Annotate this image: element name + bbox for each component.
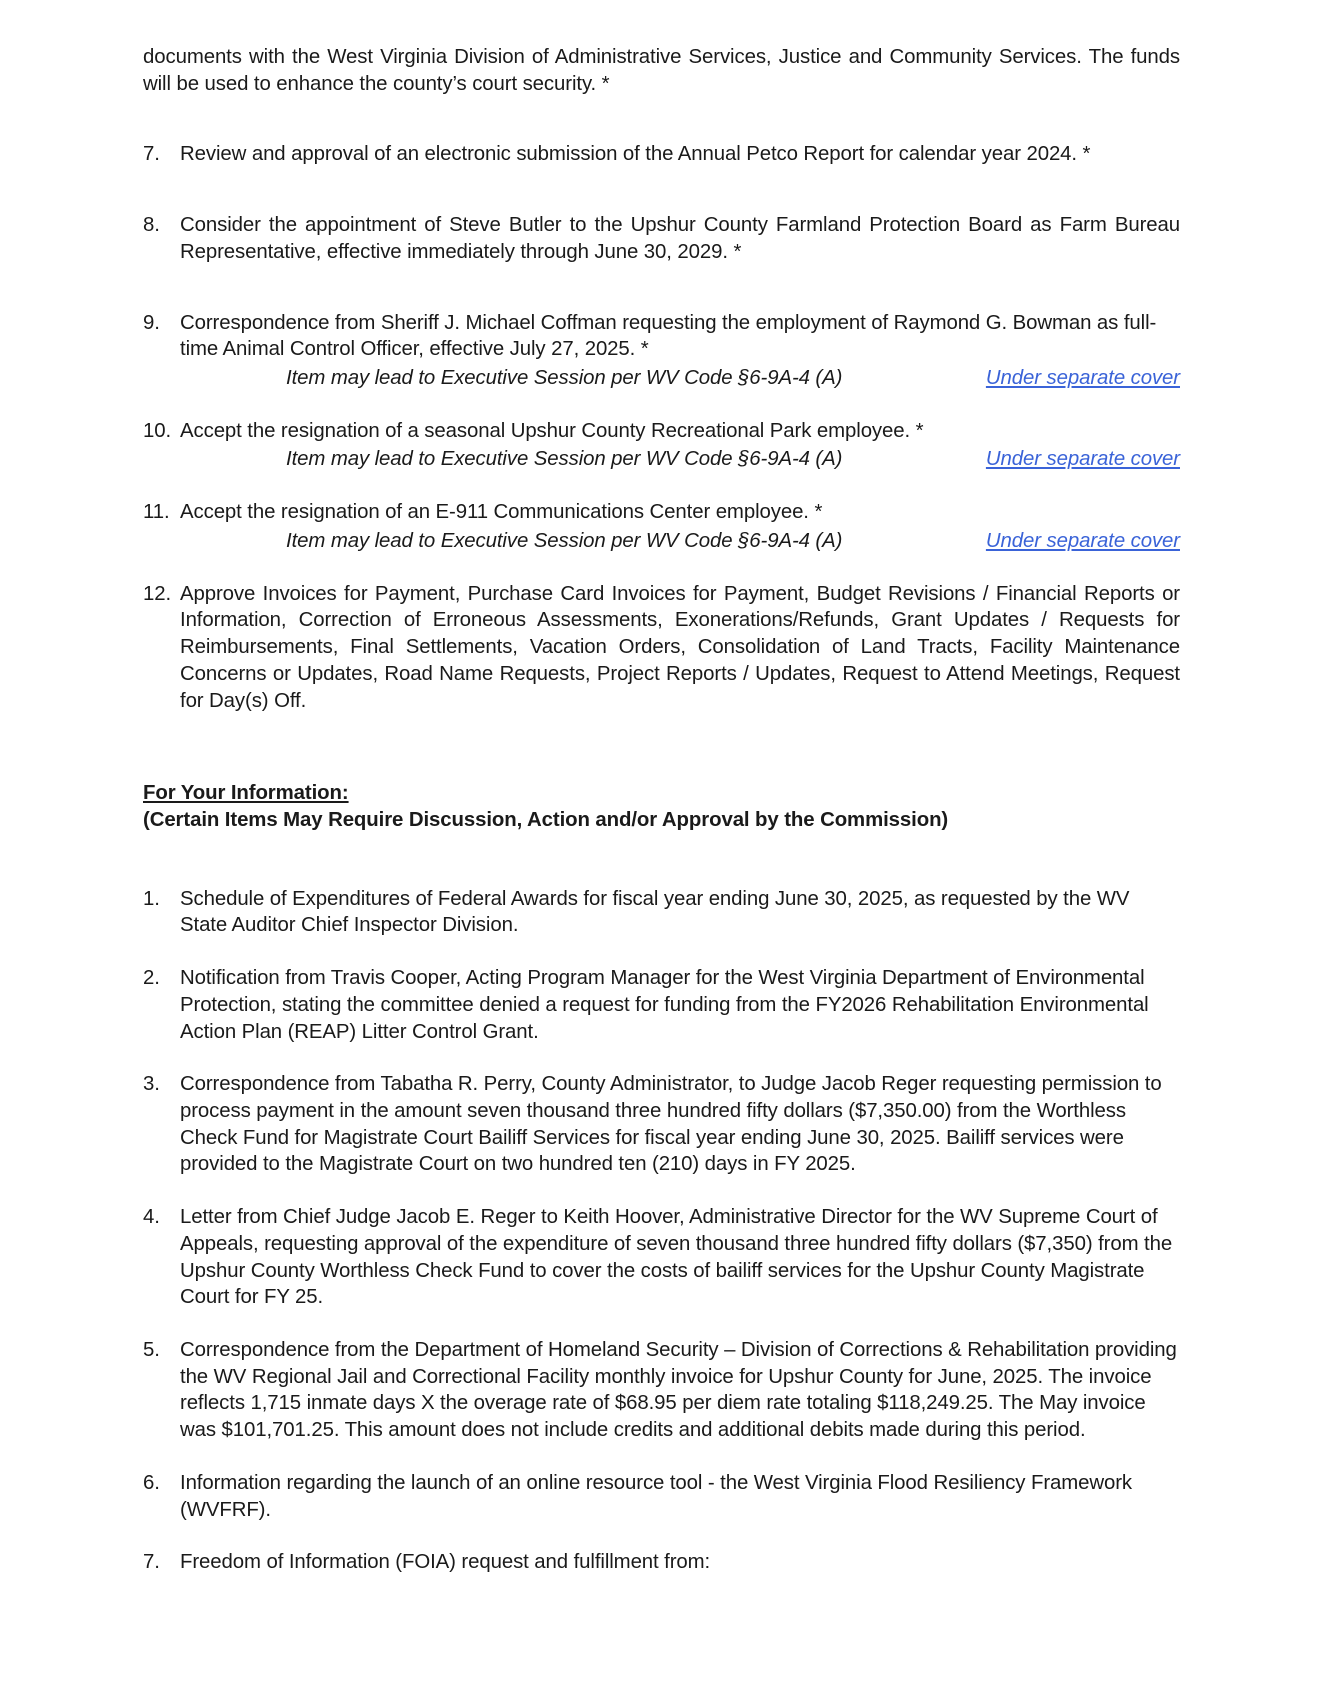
spacer (143, 939, 1180, 965)
agenda-item-7-number: 7. (143, 143, 160, 166)
agenda-item-10-under-separate-cover-link[interactable]: Under separate cover (985, 448, 1180, 471)
agenda-item-8-number: 8. (143, 214, 160, 237)
spacer (143, 1523, 1180, 1549)
agenda-item-8 (143, 212, 1180, 265)
fyi-item-5 (143, 1337, 1180, 1444)
fyi-item-7 (143, 1549, 1180, 1576)
agenda-item-7 (143, 141, 1180, 168)
fyi-item-5-number: 5. (143, 1339, 160, 1361)
agenda-item-9-text: Correspondence from Sheriff J. Michael Coffman requesting the employment of Raymond G. Bowman as full-time Animal Control Officer, effective July 27, 2025. * (180, 311, 1157, 361)
fyi-item-1 (143, 886, 1180, 939)
agenda-item-11-exec-note: Item may lead to Executive Session per WV Code §6-9A-4 (A) (286, 529, 843, 552)
agenda-item-10-exec-note: Item may lead to Executive Session per WV Code §6-9A-4 (A) (286, 448, 843, 471)
fyi-item-7-text: Freedom of Information (FOIA) request and fulfillment from: (180, 1551, 711, 1574)
fyi-item-7-number: 7. (143, 1551, 160, 1574)
agenda-item-11-under-separate-cover-link[interactable]: Under separate cover (985, 529, 1180, 552)
fyi-item-6-number: 6. (143, 1471, 160, 1494)
spacer (143, 1444, 1180, 1470)
agenda-item-11-exec-row (143, 528, 1180, 555)
agenda-item-11-number: 11. (143, 501, 170, 524)
fyi-item-1-text: Schedule of Expenditures of Federal Awards for fiscal year ending June 30, 2025, as requested by the WV State Auditor Chief Inspector Division. (180, 887, 1130, 937)
fyi-item-1-number: 1. (143, 887, 160, 910)
agenda-item-9-under-separate-cover-link[interactable]: Under separate cover (985, 367, 1180, 390)
fyi-heading-block (143, 780, 1180, 833)
agenda-item-10-text: Accept the resignation of a seasonal Upshur County Recreational Park employee. * (180, 419, 924, 442)
agenda-item-12 (143, 581, 1180, 715)
agenda-item-7-text: Review and approval of an electronic submission of the Annual Petco Report for calendar year 2024. * (180, 143, 1091, 166)
agenda-item-9-number: 9. (143, 311, 160, 334)
spacer (143, 555, 1180, 581)
continued-paragraph: documents with the West Virginia Division of Administrative Services, Justice and Community Services. The funds will be used to enhance the county’s court security. * (143, 46, 1180, 95)
agenda-item-11 (143, 499, 1180, 526)
agenda-item-10-number: 10. (143, 419, 172, 442)
spacer (143, 1045, 1180, 1071)
spacer (143, 97, 1180, 141)
fyi-item-3-text: Correspondence from Tabatha R. Perry, County Administrator, to Judge Jacob Reger requesting permission to process payment in the amount seven thousand three hundred fifty dollars ($7,350.00) from the Worthless Check Fund for Magistrate Court Bailiff Services for fiscal year ending June 30, 2025. Bailiff services were provided to the Magistrate Court on two hundred ten (210) days in FY 2025. (180, 1073, 1162, 1176)
spacer (143, 168, 1180, 212)
agenda-item-9 (143, 310, 1180, 363)
fyi-item-2 (143, 965, 1180, 1045)
fyi-item-2-text: Notification from Travis Cooper, Acting Program Manager for the West Virginia Department of Environmental Protection, stating the committee denied a request for funding from the FY2026 Rehabilitation Environmental Action Plan (REAP) Litter Control Grant. (180, 967, 1149, 1043)
fyi-subheading: (Certain Items May Require Discussion, Action and/or Approval by the Commission) (143, 808, 949, 831)
spacer (143, 266, 1180, 310)
fyi-item-3-number: 3. (143, 1073, 160, 1096)
spacer (143, 714, 1180, 780)
agenda-item-9-exec-row (143, 365, 1180, 392)
fyi-item-2-number: 2. (143, 967, 160, 990)
spacer (143, 392, 1180, 418)
fyi-item-6-text: Information regarding the launch of an online resource tool - the West Virginia Flood Resiliency Framework (WVFRF). (180, 1471, 1133, 1521)
agenda-item-12-number: 12. (143, 582, 172, 605)
agenda-item-11-text: Accept the resignation of an E-911 Communications Center employee. * (180, 501, 823, 524)
fyi-item-5-text: Correspondence from the Department of Homeland Security – Division of Corrections & Rehabilitation providing the WV Regional Jail and Correctional Facility monthly invoice for Upshur County for June, 2025. The invoice reflects 1,715 inmate days X the overage rate of $68.95 per diem rate totaling $118,249.25. The May invoice was $101,701.25. This amount does not include credits and additional debits made during this period. (180, 1339, 1177, 1442)
agenda-item-12-text: Approve Invoices for Payment, Purchase Card Invoices for Payment, Budget Revisions / Financial Reports or Information, Correction of Erroneous Assessments, Exonerations/Refunds, Grant Updates / Requests for Reimbursements, Final Settlements, Vacation Orders, Consolidation of Land Tracts, Facility Maintenance Concerns or Updates, Road Name Requests, Project Reports / Updates, Request to Attend Meetings, Request for Day(s) Off. (180, 582, 1180, 712)
agenda-item-9-exec-note: Item may lead to Executive Session per WV Code §6-9A-4 (A) (286, 367, 843, 390)
agenda-item-10-exec-row (143, 446, 1180, 473)
fyi-item-4 (143, 1204, 1180, 1311)
agenda-item-10 (143, 418, 1180, 445)
fyi-heading: For Your Information: (143, 782, 349, 805)
fyi-item-4-number: 4. (143, 1206, 160, 1229)
fyi-item-3 (143, 1071, 1180, 1178)
fyi-item-6 (143, 1470, 1180, 1523)
spacer (143, 1311, 1180, 1337)
spacer (143, 473, 1180, 499)
spacer (143, 1178, 1180, 1204)
spacer (143, 834, 1180, 886)
agenda-item-8-text: Consider the appointment of Steve Butler to the Upshur County Farmland Protection Board as Farm Bureau Representative, effective immediately through June 30, 2029. * (180, 214, 1180, 263)
fyi-item-4-text: Letter from Chief Judge Jacob E. Reger to Keith Hoover, Administrative Director for the WV Supreme Court of Appeals, requesting approval of the expenditure of seven thousand three hundred fifty dollars ($7,350) from the Upshur County Worthless Check Fund to cover the costs of bailiff services for the Upshur County Magistrate Court for FY 25. (180, 1206, 1173, 1309)
